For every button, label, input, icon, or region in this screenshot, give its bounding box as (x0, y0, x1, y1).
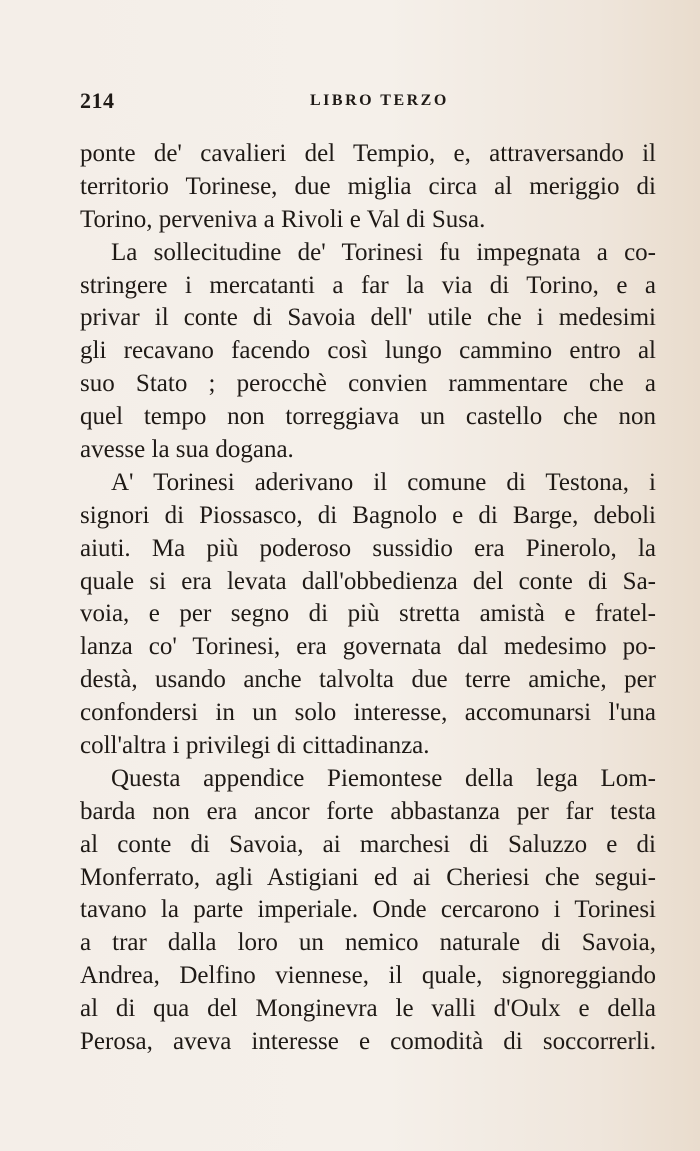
text-line: La sollecitudine de' Torinesi fu impegnata a co- (111, 238, 656, 266)
text-line: al di qua del Monginevra le valli d'Oulx e della (80, 995, 656, 1023)
running-head: LIBRO TERZO (310, 92, 449, 109)
paragraph (80, 237, 656, 467)
text-line: signori di Piossasco, di Bagnolo e di Barge, deboli (80, 501, 656, 529)
text-line: territorio Torinese, due miglia circa al meriggio di (80, 172, 656, 200)
text-line: tavano la parte imperiale. Onde cercarono i Torinesi (80, 896, 656, 924)
text-line: lanza co' Torinesi, era governata dal medesimo po- (80, 633, 656, 661)
text-line: privar il conte di Savoia dell' utile che i medesimi (80, 304, 656, 332)
text-line: barda non era ancor forte abbastanza per far testa (80, 797, 656, 825)
text-line: avesse la sua dogana. (80, 436, 294, 464)
body-text (80, 138, 656, 1059)
text-line: voia, e per segno di più stretta amistà e fratel- (80, 600, 656, 628)
text-line: A' Torinesi aderivano il comune di Testona, i (111, 468, 656, 496)
text-line: al conte di Savoia, ai marchesi di Saluzzo e di (80, 830, 656, 858)
text-line: destà, usando anche talvolta due terre amiche, per (80, 666, 656, 694)
text-line: gli recavano facendo così lungo cammino entro al (80, 337, 656, 365)
text-line: Andrea, Delfino viennese, il quale, signoreggiando (80, 962, 656, 990)
paragraph (80, 467, 656, 763)
text-line: confondersi in un solo interesse, accomunarsi l'una (80, 699, 656, 727)
page-number: 214 (80, 88, 115, 113)
text-line: Monferrato, agli Astigiani ed ai Cheriesi che segui- (80, 863, 656, 891)
text-line: aiuti. Ma più poderoso sussidio era Pinerolo, la (80, 534, 656, 562)
text-line: ponte de' cavalieri del Tempio, e, attraversando il (80, 140, 656, 167)
text-line: quale si era levata dall'obbedienza del conte di Sa- (80, 567, 656, 595)
paragraph (80, 763, 656, 1059)
text-line: a trar dalla loro un nemico naturale di Savoia, (80, 929, 656, 957)
text-line: Torino, perveniva a Rivoli e Val di Susa. (80, 205, 486, 233)
text-line: suo Stato ; perocchè convien rammentare che a (80, 370, 656, 398)
page-header (80, 88, 655, 118)
text-line: Perosa, aveva interesse e comodità di soccorrerli. (80, 1028, 656, 1056)
paragraph (80, 138, 656, 237)
text-line: quel tempo non torreggiava un castello che non (80, 403, 656, 431)
text-line: coll'altra i privilegi di cittadinanza. (80, 732, 430, 760)
text-line: stringere i mercatanti a far la via di Torino, e a (80, 271, 656, 299)
text-line: Questa appendice Piemontese della lega Lom- (111, 764, 656, 792)
